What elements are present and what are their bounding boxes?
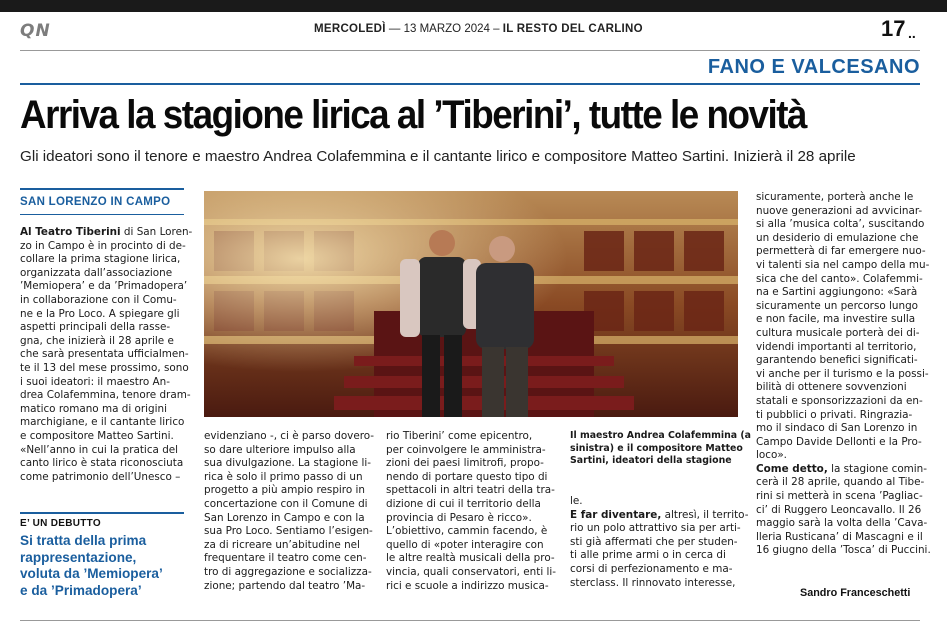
text-line: Come detto, la stagione comin- (756, 462, 928, 475)
text-line: e non facile, ma investire sulla (756, 313, 916, 326)
text-line: so dare ulteriore impulso alla (204, 443, 356, 456)
text-line: sicuramente un percorso lungo (756, 299, 919, 312)
text-line: maggio sarà la volta della ’Cava- (756, 517, 928, 530)
masthead (0, 12, 947, 50)
kicker: SAN LORENZO IN CAMPO (20, 196, 171, 208)
text-line: voluta da ’Memiopera’ (20, 566, 163, 581)
text-line: quello di «poter interagire con (386, 538, 544, 551)
text-line: sinistra) e il compositore Matteo (570, 442, 743, 454)
text-line: permetterà di far emergere nuo- (756, 245, 926, 258)
top-bar (0, 0, 947, 12)
text-line: corsi di perfezionamento e ma- (570, 562, 733, 575)
text-line: zione; partendo dal teatro ’Ma- (204, 579, 366, 592)
text-line: concertazione con il Comune di (204, 497, 368, 510)
text-line: 16 giugno della ’Tosca’ di Puccini. (756, 544, 931, 557)
newspaper-name: IL RESTO DEL CARLINO (502, 23, 643, 35)
text-line: zioni dei paesi limitrofi, propo- (386, 457, 544, 470)
text-line: drea Colafemmina, tenore dram- (20, 389, 191, 402)
text-line: loco». (756, 449, 787, 462)
text-line: bilità di ottenere sovvenzioni (756, 381, 907, 394)
lead-in: Al Teatro Tiberini (20, 226, 121, 238)
article-column-2 (204, 430, 375, 593)
article-column-1 (20, 226, 193, 484)
text-line: cerà il 28 aprile, quando al Tibe- (756, 476, 925, 489)
text-line: sterclass. Il rinnovato interesse, (570, 576, 736, 589)
lead-in: Come detto, (756, 462, 828, 475)
text-line: per coinvolgere le amministra- (386, 443, 546, 456)
text-line: e compositore Matteo Sartini. (20, 429, 174, 442)
photo-caption (570, 430, 751, 468)
page-number: 17 (881, 16, 906, 41)
sidebar-label: E’ UN DEBUTTO (20, 518, 101, 529)
text-line: vi talenti sia nel campo della mu- (756, 258, 930, 271)
text-line: Sartini, ideatori della stagione (570, 455, 732, 467)
theater-photo-illustration (204, 191, 738, 417)
text-line: canto lirico è stata riconosciuta (20, 457, 184, 470)
text-line: spettacoli in altri teatri della tra- (386, 484, 555, 497)
text-line: frequentare il teatro come cen- (204, 552, 367, 565)
dash: — (388, 23, 404, 35)
text-line: in collaborazione con il Comu- (20, 293, 177, 306)
byline: Sandro Franceschetti (800, 587, 911, 599)
text-line: ti alle prime armi o in cerca di (570, 549, 726, 562)
text-line: che sarà presentata ufficialmen- (20, 348, 189, 361)
text-line: ne e la Pro Loco. A spiegare gli (20, 307, 180, 320)
article-column-3 (386, 430, 557, 593)
text-line: rio Tiberini’ come epicentro, (386, 430, 533, 442)
dateline (314, 23, 643, 35)
text-line: mo il sindaco di San Lorenzo in (756, 422, 918, 435)
qn-logo: QN (20, 21, 51, 41)
kicker-rule-bottom (20, 214, 184, 215)
text-line: Campo Davide Dellonti e la Pro- (756, 435, 922, 448)
sidebar-text (20, 533, 190, 599)
text-line: nuove generazioni ad avvicinar- (756, 204, 923, 217)
text-line: un desiderio di emulazione che (756, 231, 919, 244)
text-line: come patrimonio dell’Unesco – (20, 470, 181, 483)
page-suffix: .. (908, 25, 916, 41)
text-line: «Nell’anno in cui la pratica del (20, 443, 179, 456)
text-line: sicuramente, porterà anche le (756, 191, 914, 203)
text-line: na e Sartini aggiungono: «Sarà (756, 286, 918, 299)
text-line: cultura musicale porterà dei di- (756, 326, 920, 339)
text-line: videndi importanti al territorio, (756, 340, 917, 353)
text-line: provincia di Pesaro è ricco». (386, 511, 532, 524)
text-line: rio un polo attrattivo sia per arti- (570, 522, 741, 535)
divider (20, 50, 920, 51)
text-line: i suoi ideatori: il maestro An- (20, 375, 170, 388)
text-line: rici e scuole a indirizzo musica- (386, 579, 549, 592)
text-line: San Lorenzo in Campo e con la (204, 511, 365, 524)
section-divider (20, 83, 920, 85)
text-line: L’obiettivo, cammin facendo, è (386, 525, 548, 538)
kicker-rule (20, 188, 184, 190)
day: MERCOLEDÌ (314, 23, 386, 35)
text-line: za di ricreare un’abitudine nel (204, 538, 360, 551)
text-line: ti pubblici o privati. Ringrazia- (756, 408, 913, 421)
text-line: aspetti principali della rasse- (20, 321, 171, 334)
text-line: ’Memiopera’ e da ’Primadopera’ (20, 280, 188, 293)
text-line: sua divulgazione. La stagione li- (204, 457, 371, 470)
subheadline: Gli ideatori sono il tenore e maestro Andrea Colafemmina e il cantante lirico e compositore Matteo Sartini. Inizierà il 28 aprile (20, 148, 856, 165)
article-photo (204, 191, 738, 417)
text-line: si alla ’musica colta’, suscitando (756, 218, 925, 231)
dash: – (493, 23, 503, 35)
text-line: organizzata dall’associazione (20, 266, 173, 279)
text-line: vi anche per il turismo e la possi- (756, 367, 929, 380)
lead-in: E far diventare, (570, 508, 662, 521)
text-line: rica è solo il primo passo di un (204, 470, 363, 483)
text-line: e da ’Primadopera’ (20, 582, 142, 598)
text-line: E far diventare, altresì, il territo- (570, 508, 749, 521)
text-line: te il 13 del mese prossimo, sono (20, 361, 189, 374)
date: 13 MARZO 2024 (403, 23, 490, 35)
divider (20, 620, 920, 621)
text-line: Il maestro Andrea Colafemmina (a (570, 430, 751, 441)
text-line: evidenziano -, ci è parso dovero- (204, 430, 375, 442)
text-line: matico romano ma di origini (20, 402, 168, 415)
text-line: progetto a più ampio respiro in (204, 484, 365, 497)
text-line: zo in Campo è in procinto di de- (20, 239, 186, 252)
text-line: rappresentazione, (20, 549, 137, 565)
text-line: gna, che inizierà il 28 aprile e (20, 334, 174, 347)
text-line: sti già affermati che per studen- (570, 535, 738, 548)
text-line: tro di aggregazione e socializza- (204, 565, 372, 578)
text-line: le. (570, 495, 583, 507)
text-line: Si tratta della prima (20, 533, 147, 548)
sidebar-rule (20, 512, 184, 514)
text-line: nendo di portare questo tipo di (386, 470, 548, 483)
article-column-4 (570, 495, 749, 590)
text-line: le altre realtà musicali della pro- (386, 552, 555, 565)
text-line: sua Pro Loco. Sentiamo l’esigen- (204, 525, 373, 538)
text-line: statali e sponsorizzazioni da en- (756, 394, 923, 407)
text-line: vincia, quali conservatori, enti li- (386, 565, 557, 578)
text-line: rini si metterà in scena ’Pagliac- (756, 490, 923, 503)
text-line: lleria Rusticana’ di Mascagni e il (756, 530, 923, 543)
section-title: FANO E VALCESANO (707, 56, 920, 78)
text-line: sica che del canto». Colafemmi- (756, 272, 923, 285)
text-line: collare la prima stagione lirica, (20, 253, 181, 266)
text-line: garantendo benefici significati- (756, 354, 918, 367)
text-line: marchigiane, e il cantante lirico (20, 416, 185, 429)
text-line: Al Teatro Tiberini di San Loren- (20, 226, 193, 238)
text-line: ci’ di Ruggero Leoncavallo. Il 26 (756, 503, 922, 516)
article-column-5 (756, 191, 931, 558)
headline: Arriva la stagione lirica al ’Tiberini’, tutte le novità (20, 93, 807, 137)
text-line: dizione di cui il territorio della (386, 497, 541, 510)
